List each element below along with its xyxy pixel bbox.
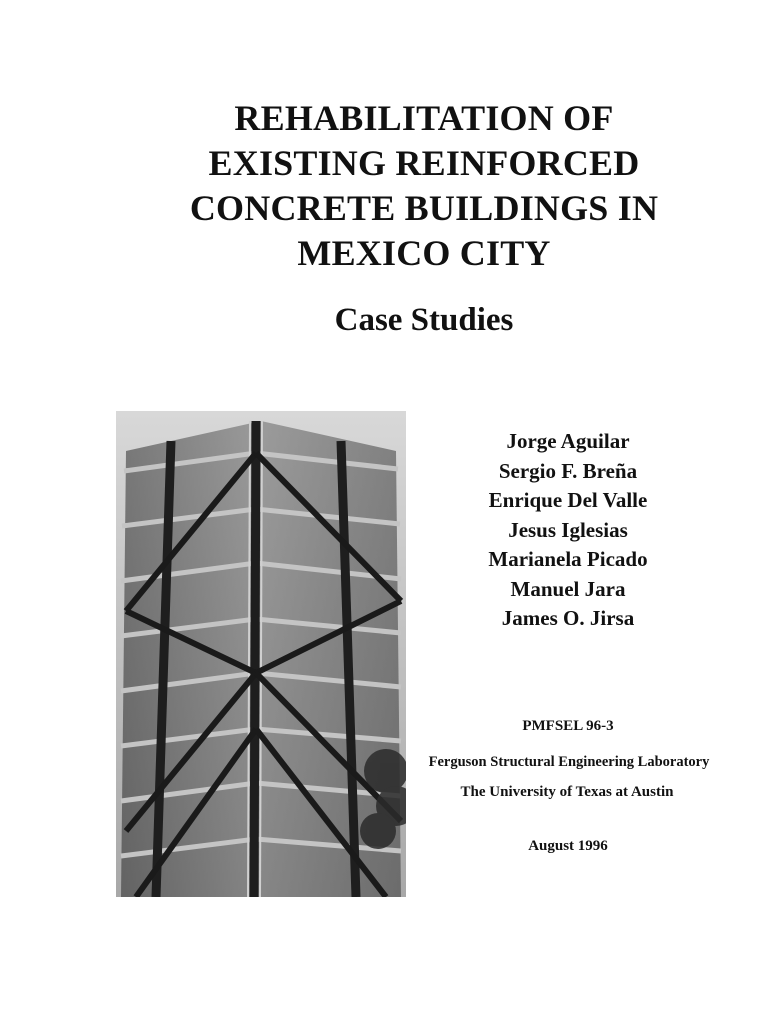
report-title (0, 96, 768, 276)
author-name: Jorge Aguilar (506, 429, 630, 453)
report-number: PMFSEL 96-3 (522, 718, 614, 734)
building-photo (116, 411, 406, 897)
title-line: EXISTING REINFORCED (208, 143, 640, 183)
publication-date: August 1996 (528, 838, 608, 854)
author-list (450, 427, 686, 634)
author-name: Manuel Jara (510, 576, 626, 601)
title-line: MEXICO CITY (297, 233, 551, 273)
author-name: Marianela Picado (488, 547, 648, 571)
title-line: CONCRETE BUILDINGS IN (189, 188, 659, 228)
author-name: Jesus Iglesias (508, 517, 628, 542)
university-name: The University of Texas at Austin (460, 784, 674, 800)
laboratory-name: Ferguson Structural Engineering Laboratory (428, 754, 710, 770)
author-name: Enrique Del Valle (488, 488, 648, 512)
report-subtitle: Case Studies (334, 302, 514, 338)
title-line: REHABILITATION OF (234, 98, 614, 138)
building-retrofit-image (116, 411, 406, 897)
author-name: James O. Jirsa (501, 606, 635, 630)
author-name: Sergio F. Breña (498, 458, 638, 483)
